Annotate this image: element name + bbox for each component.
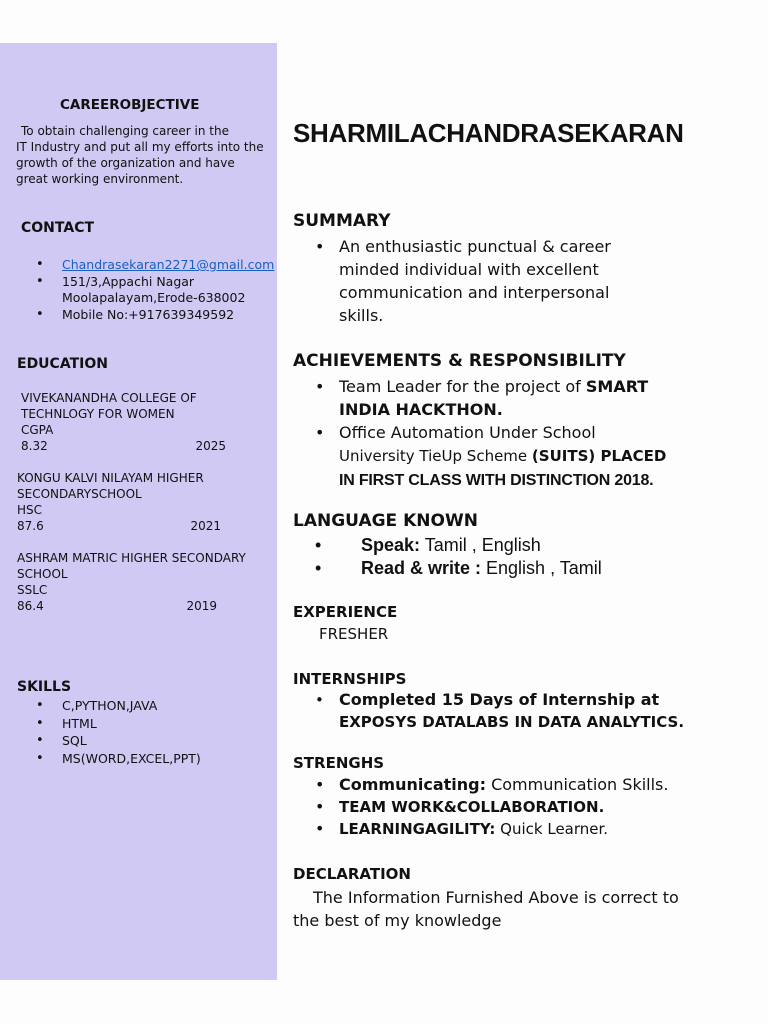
skill-item: • C,PYTHON,JAVA (62, 697, 201, 715)
achievements-list (293, 375, 743, 492)
skill-item: • HTML (62, 715, 201, 733)
achievements-heading: ACHIEVEMENTS & RESPONSIBILITY (293, 351, 626, 371)
declaration-heading: DECLARATION (293, 865, 411, 883)
skill-item: • MS(WORD,EXCEL,PPT) (62, 750, 201, 768)
contact-list (16, 257, 274, 323)
skills-heading: SKILLS (17, 679, 72, 695)
achievement-item: • Team Leader for the project of SMART INDIA HACKTHON. (293, 375, 743, 421)
education-entry: KONGU KALVI NILAYAM HIGHER SECONDARYSCHOOL HSC 87.6 2021 (17, 471, 221, 533)
strengths-heading: STRENGHS (293, 754, 385, 772)
achievement-item: • Office Automation Under School University TieUp Scheme (SUITS) PLACED IN FIRST CLASS WITH DISTINCTION 2018. (293, 421, 743, 492)
strength-item: • TEAM WORK&COLLABORATION. (293, 796, 753, 818)
education-entry: ASHRAM MATRIC HIGHER SECONDARY SCHOOL SSLC 86.4 2019 (17, 551, 246, 613)
contact-heading: CONTACT (21, 220, 95, 236)
internships-heading: INTERNSHIPS (293, 670, 407, 688)
career-objective-text: To obtain challenging career in the IT Industry and put all my efforts into the growth of the organization and have great working environment. (16, 124, 264, 186)
education-heading: EDUCATION (17, 356, 108, 372)
languages-heading: LANGUAGE KNOWN (293, 511, 478, 531)
contact-address-item: • 151/3,Appachi Nagar Moolapalayam,Erode-638002 (62, 274, 274, 307)
email-link[interactable]: Chandrasekaran2271@gmail.com (62, 257, 275, 272)
education-entry: VIVEKANANDHA COLLEGE OF TECHNLOGY FOR WOMEN CGPA 8.32 2025 (21, 391, 226, 453)
strengths-list (293, 774, 753, 840)
summary-list (293, 235, 733, 327)
experience-heading: EXPERIENCE (293, 603, 398, 621)
summary-item: • An enthusiastic punctual & career minded individual with excellent communication and interpersonal skills. (293, 235, 733, 327)
skills-list (16, 697, 201, 767)
career-objective-heading: CAREEROBJECTIVE (60, 97, 200, 113)
internships-list (293, 689, 753, 733)
skill-item: • SQL (62, 732, 201, 750)
languages-list (293, 534, 743, 580)
contact-mobile-item: • Mobile No:+917639349592 (62, 307, 274, 324)
declaration-text: The Information Furnished Above is correct to the best of my knowledge (293, 888, 679, 930)
strength-item: • LEARNINGAGILITY: Quick Learner. (293, 818, 753, 840)
language-item: • Speak: Tamil , English (293, 534, 743, 557)
candidate-name: SHARMILACHANDRASEKARAN (293, 118, 684, 148)
experience-value: FRESHER (319, 625, 389, 643)
strength-item: • Communicating: Communication Skills. (293, 774, 753, 796)
internship-item: • Completed 15 Days of Internship at EXPOSYS DATALABS IN DATA ANALYTICS. (293, 689, 753, 733)
language-item: • Read & write : English , Tamil (293, 557, 743, 580)
contact-email-item[interactable] (62, 257, 274, 274)
summary-heading: SUMMARY (293, 211, 391, 231)
